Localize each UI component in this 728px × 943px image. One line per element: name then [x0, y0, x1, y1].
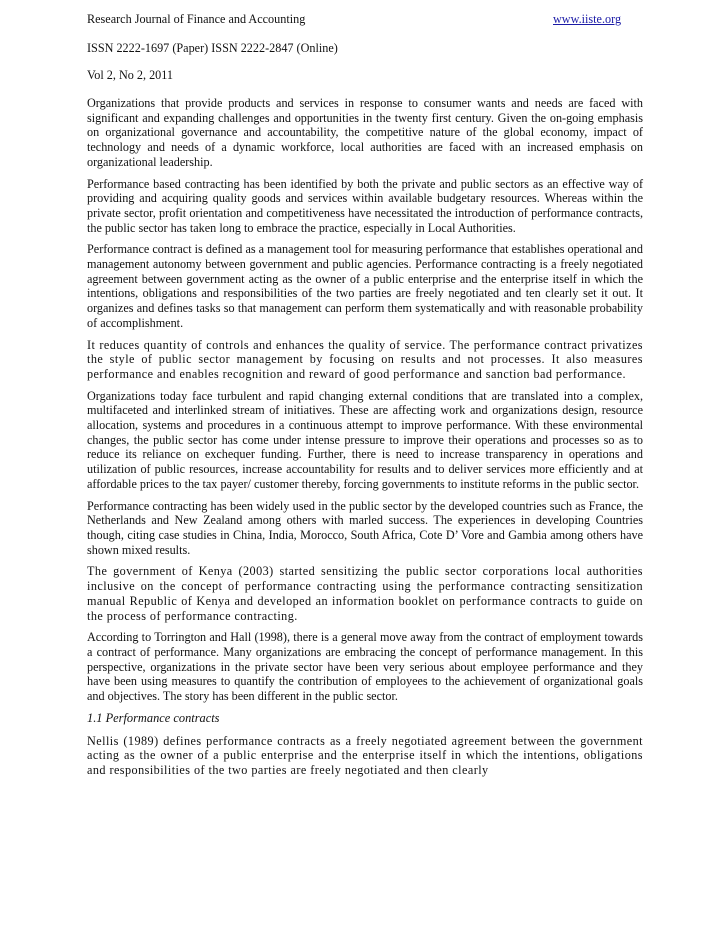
paragraph-1: Organizations that provide products and services in response to consumer wants and needs are faced with significant and expanding challenges and opportunities in the twenty first century. Given the on-going emphasis on organizational governance and accountability, the competitive nature of the global economy, impact of technology and needs of a dynamic workforce, local authorities are faced with an increased emphasis on organizational leadership. — [87, 96, 643, 169]
section-heading: 1.1 Performance contracts — [87, 710, 220, 725]
paragraph-7: The government of Kenya (2003) started sensitizing the public sector corporations local authorities inclusive on the concept of performance contracting using the performance contracting sensitization manual Republic of Kenya and developed an information booklet on performance contracts to guide on the process of performance contracting. — [87, 564, 643, 623]
article-body — [87, 96, 643, 778]
paragraph-8: According to Torrington and Hall (1998), there is a general move away from the contract of employment towards a contract of performance. Many organizations are embracing the concept of performance management. In this perspective, organizations in the private sector have been very serious about employee performance and they have been using measures to quantify the contribution of employees to the achievement of organizational goals and objectives. The story has been different in the public sector. — [87, 630, 643, 704]
paragraph-2: Performance based contracting has been identified by both the private and public sectors as an effective way of providing and acquiring quality goods and services within available budgetary resources. Whereas within the private sector, profit orientation and competitiveness have necessitated the introduction of performance contracts, the public sector has taken long to embrace the practice, especially in Local Authorities. — [87, 176, 643, 235]
paragraph-5: Organizations today face turbulent and rapid changing external conditions that are translated into a complex, multifaceted and interlinked stream of initiatives. These are affecting work and organizations design, resource allocation, systems and procedures in a continuous attempt to improve performance. With these environmental changes, the public sector has come under intense pressure to improve their operations and processes so as to reduce its reliance on exchequer funding. Further, there is need to increase transparency in operations and utilization of public resources, increase accountability for results and to deliver services more efficiently and at affordable prices to the tax payer/ customer thereby, forcing governments to institute reforms in the public sector. — [87, 388, 643, 491]
paragraph-4: It reduces quantity of controls and enhances the quality of service. The performance contract privatizes the style of public sector management by focusing on results and not processes. It also measures performance and enables recognition and reward of good performance and sanction bad performance. — [87, 337, 643, 381]
paragraph-6: Performance contracting has been widely used in the public sector by the developed countries such as France, the Netherlands and New Zealand among others with marled success. The experiences in developing Countries though, citing case studies in China, India, Morocco, South Africa, Cote D’ Vore and Gambia among others have shown mixed results. — [87, 498, 643, 557]
volume-line: Vol 2, No 2, 2011 — [87, 68, 173, 82]
paragraph-3: Performance contract is defined as a management tool for measuring performance that establishes operational and management autonomy between government and public agencies. Performance contracting is a freely negotiated agreement between government acting as the owner of a public enterprise and the enterprise itself in which the intentions, obligations and responsibilities of the two parties are freely negotiated and ten clearly set it out. It organizes and defines tasks so that management can perform them systematically and with reasonable probability of accomplishment. — [87, 242, 643, 330]
paragraph-9: Nellis (1989) defines performance contracts as a freely negotiated agreement between the government acting as the owner of a public enterprise and the enterprise itself in which the intentions, obligations and responsibilities of the two parties are freely negotiated and then clearly — [87, 733, 643, 778]
issn-line: ISSN 2222-1697 (Paper) ISSN 2222-2847 (Online) — [87, 41, 338, 55]
journal-url-link[interactable]: www.iiste.org — [553, 12, 622, 26]
journal-title: Research Journal of Finance and Accounting — [87, 12, 306, 26]
header-row — [87, 12, 643, 27]
document-page — [87, 12, 643, 785]
